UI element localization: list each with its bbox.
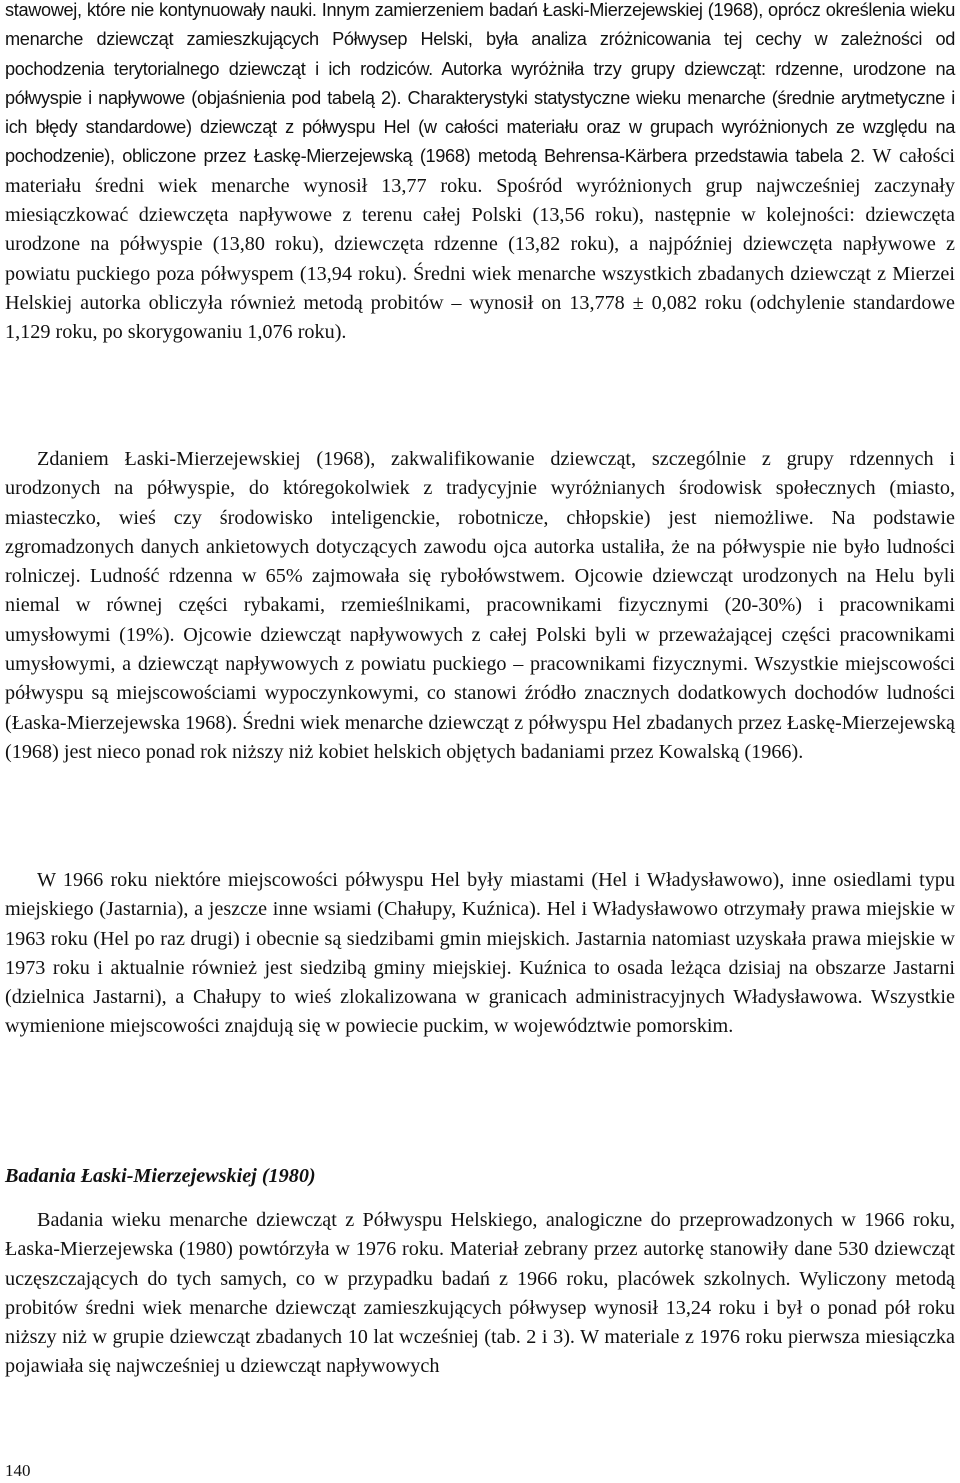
paragraph-2: Zdaniem Łaski-Mierzejewskiej (1968), zakwalifikowanie dziewcząt, szczególnie z grupy rdzennych i urodzonych na półwyspie, do któregokolwiek z tradycyjnie wyróżnianych środowisk społecznych (miasto, miasteczko, wieś czy środowisko inteligenckie, robotnicze, chłopskie) jest niemożliwe. Na podstawie zgromadzonych danych ankietowych dotyczących zawodu ojca autorka ustaliła, że na półwyspie nie było ludności rolniczej. Ludność rdzenna w 65% zajmowała się rybołówstwem. Ojcowie dziewcząt urodzonych na Helu byli niemal w równej części rybakami, rzemieślnikami, pracownikami fizycznymi (20-30%) i pracownikami umysłowymi (19%). Ojcowie dziewcząt napływowych z całej Polski byli w przeważającej części pracownikami umysłowymi, a dziewcząt napływowych z powiatu puckiego – pracownikami fizycznymi. Wszystkie miejscowości półwyspu są miejscowościami wypoczynkowymi, co stanowi źródło znacznych dodatkowych dochodów ludności (Łaska-Mierzejewska 1968). Średni wiek menarche dziewcząt z półwyspu Hel zbadanych przez Łaskę-Mierzejewską (1968) jest nieco ponad rok niższy niż kobiet helskich objętych badaniami przez Kowalską (1966).: [5, 448, 955, 763]
paragraph-3: W 1966 roku niektóre miejscowości półwyspu Hel były miastami (Hel i Władysławowo), inne osiedlami typu miejskiego (Jastarnia), a jeszcze inne wsiami (Chałupy, Kuźnica). Hel i Władysławowo otrzymały prawa miejskie w 1963 roku (Hel po raz drugi) i obecnie są siedzibami gmin miejskich. Jastarnia natomiast uzyskała prawa miejskie w 1973 roku i aktualnie również jest siedzibą gminy miejskiej. Kuźnica to osada leżąca dzisiaj na obszarze Jastarni (dzielnica Jastarni), a Chałupy to wieś zlokalizowana w granicach administracyjnych Władysławowa. Wszystkie wymienione miejscowości znajdują się w powiecie puckim, w województwie pomorskim.: [5, 869, 955, 1038]
section-heading: Badania Łaski-Mierzejewskiej (1980): [5, 1165, 316, 1187]
paragraph-4: Badania wieku menarche dziewcząt z Półwyspu Helskiego, analogiczne do przeprowadzonych w 1966 roku, Łaska-Mierzejewska (1980) powtórzyła w 1976 roku. Materiał zebrany przez autorkę stanowiły dane 530 dziewcząt uczęszczających do tych samych, co w przypadku badań z 1966 roku, placówek szkolnych. Wyliczony metodą probitów średni wiek menarche dziewcząt zamieszkujących półwysep wynosił 13,24 roku i był o ponad pół roku niższy niż w grupie dziewcząt zbadanych 10 lat wcześniej (tab. 2 i 3). W materiale z 1976 roku pierwsza miesiączka pojawiała się najwcześniej u dziewcząt napływowych: [5, 1209, 955, 1378]
paragraph-1-serif-segment: W całości materiału średni wiek menarche wynosił 13,77 roku. Spośród wyróżnionych grup najwcześniej zaczynały miesiączkować dziewczęta napływowe z terenu całej Polski (13,56 roku), następnie w kolejności: dziewczęta urodzone na półwyspie (13,80 roku), dziewczęta rdzenne (13,82 roku), a najpóźniej dziewczęta napływowe z powiatu puckiego poza półwyspem (13,94 roku). Średni wiek menarche wszystkich zbadanych dziewcząt z Mierzei Helskiej autorka obliczyła również metodą probitów – wynosił on 13,778 ± 0,082 roku (odchylenie standardowe 1,129 roku, po skorygowaniu 1,076 roku).: [5, 145, 955, 344]
paragraph-1-sans-segment: stawowej, które nie kontynuowały nauki. Innym zamierzeniem badań Łaski-Mierzejewskiej (1968), oprócz określenia wieku menarche dziewcząt zamieszkujących Półwysep Helski, była analiza zróżnicowania tej cechy w zależności od pochodzenia terytorialnego dziewcząt i ich rodziców. Autorka wyróżniła trzy grupy dziewcząt: rdzenne, urodzone na półwyspie i napływowe (objaśnienia pod tabelą 2). Charakterystyki statystyczne wieku menarche (średnie arytmetyczne i ich błędy standardowe) dziewcząt z półwyspu Hel (w całości materiału oraz w grupach wyróżnionych ze względu na pochodzenie), obliczone przez Łaskę-Mierzejewską (1968) metodą Behrensa-Kärbera przedstawia tabela 2.: [5, 0, 955, 167]
page-number: 140: [5, 1461, 31, 1480]
paragraph-1: [5, 0, 955, 348]
